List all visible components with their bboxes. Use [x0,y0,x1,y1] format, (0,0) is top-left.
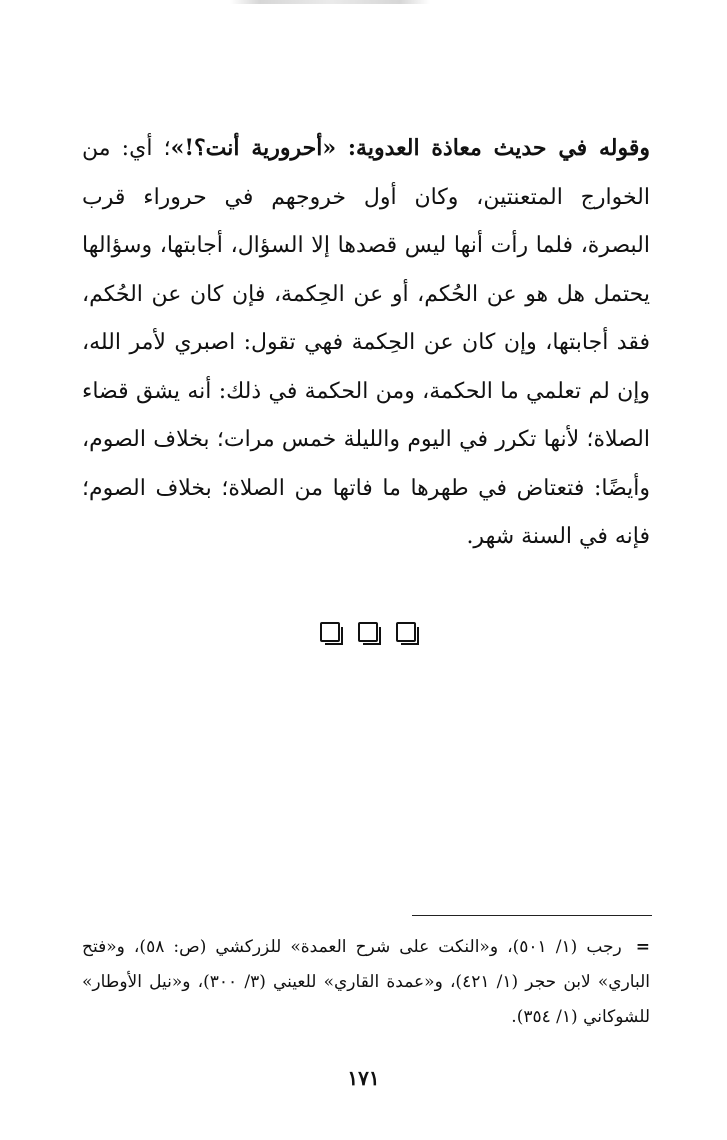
explanation-text: ؛ أي: من الخوارج المتعنتين، وكان أول خروجهم في حروراء قرب البصرة، فلما رأت أنها ليس قصدها إلا السؤال، أجابتها، وسؤالها يحتمل هل هو عن الحُكم، أو عن الحِكمة، فإن كان عن الحُكم، فقد أجابتها، وإن كان عن الحِكمة فهي تقول: اصبري لأمر الله، وإن لم تعلمي ما الحكمة، ومن الحكمة في ذلك: أنه يشق قضاء الصلاة؛ لأنها تكرر في اليوم والليلة خمس مرات؛ بخلاف الصوم، وأيضًا: فتعتاض في طهرها ما فاتها من الصلاة؛ بخلاف الصوم؛ فإنه في السنة شهر. [82,136,650,549]
square-ornament-icon [358,622,378,642]
footnote-divider [412,915,652,916]
top-edge-smudge [230,0,430,4]
section-separator [320,622,416,644]
footnote-continuation-mark: = [635,937,651,957]
footnote [82,930,650,1035]
square-ornament-icon [396,622,416,642]
main-paragraph [82,124,650,562]
hadith-reference-phrase: وقوله في حديث معاذة العدوية: «أحرورية أنت؟!» [170,135,651,161]
footnote-text: رجب (١/ ٥٠١)، و«النكت على شرح العمدة» للزركشي (ص: ٥٨)، و«فتح الباري» لابن حجر (١/ ٤٢١)، و«عمدة القاري» للعيني (٣/ ٣٠٠)، و«نيل الأوطار» للشوكاني (١/ ٣٥٤). [82,937,650,1027]
page-number: ١٧١ [347,1066,380,1090]
square-ornament-icon [320,622,340,642]
